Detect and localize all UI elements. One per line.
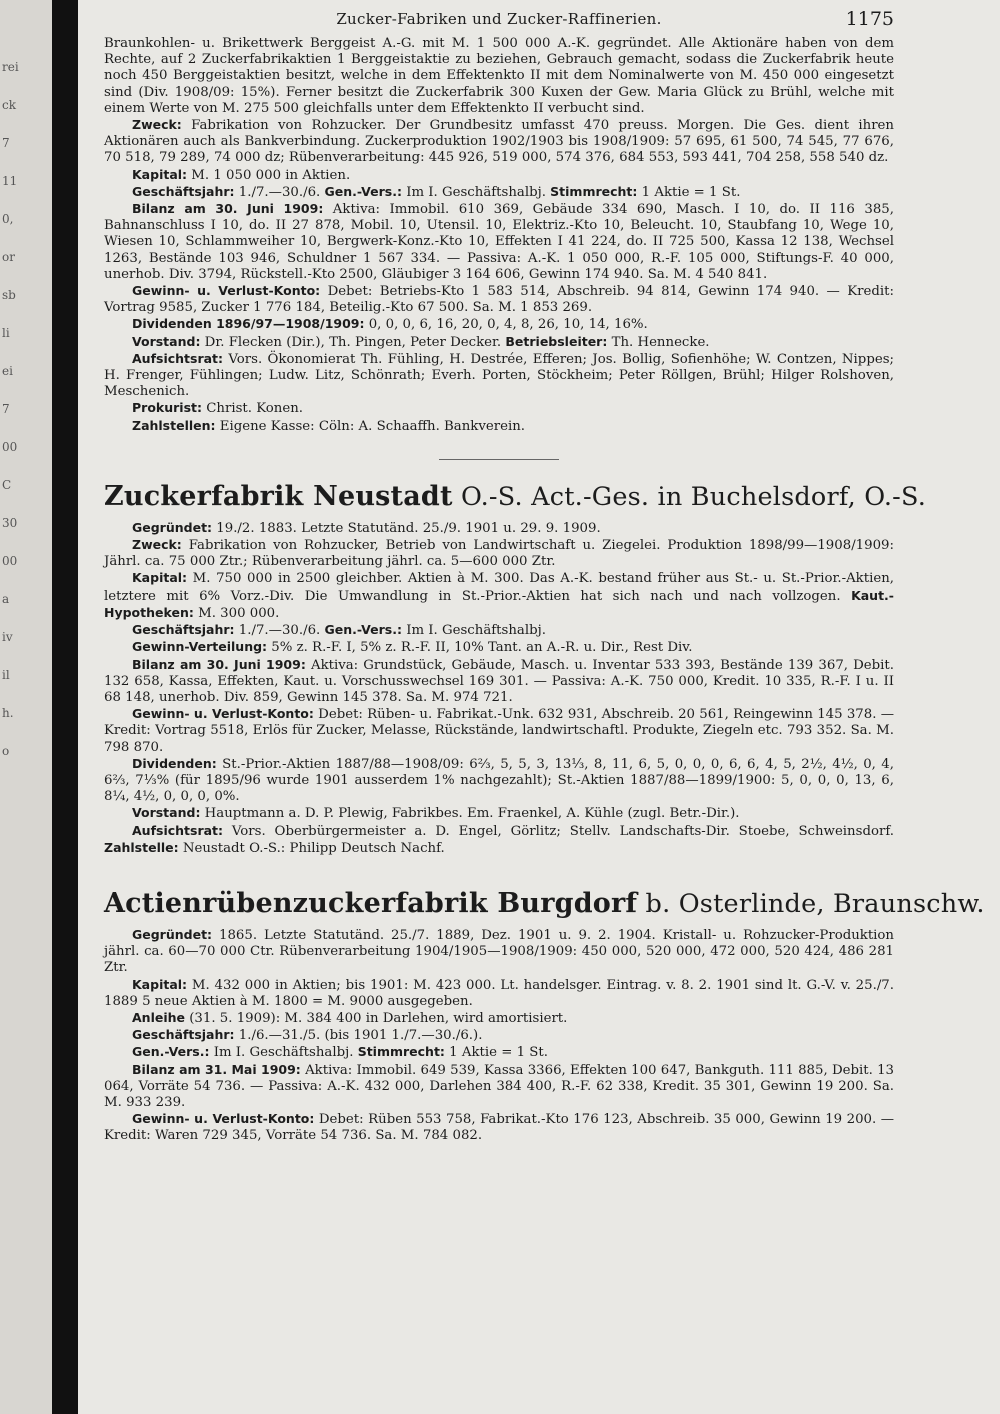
adjacent-page-fragment: 00 [2, 440, 18, 454]
entry-label: Kapital: [132, 976, 188, 992]
adjacent-page-fragment: iv [2, 630, 13, 644]
entry-text: 5% z. R.-F. I, 5% z. R.-F. II, 10% Tant. an A.-R. u. Dir., Rest Div. [267, 640, 693, 656]
entry-text: Debet: Betriebs-Kto 1 583 514, Abschreib. 94 814, Gewinn 174 940. — Kredit: Vortrag 9585, Zucker 1 776 184, Beteilig.-Kto 67 500. Sa. M. 1 853 269. [104, 284, 894, 316]
adjacent-page-fragment: 30 [2, 516, 18, 530]
entry-label: Gewinn- u. Verlust-Konto: [132, 283, 321, 299]
entry-label: Kapital: [132, 570, 188, 586]
entry-text: M. 300 000. [193, 605, 280, 621]
paragraph [104, 418, 894, 435]
entry-text: St.-Prior.-Aktien 1887/88—1908/09: 6⅔, 5, 5, 3, 13⅓, 8, 11, 6, 5, 0, 0, 0, 6, 6, 4, 5, 2½, 4½, 0, 4, 6⅔, 7⅓% (für 1895/96 wurde 1901 ausserdem 1% nachgezahlt); St.-Aktien 1887/88—1899/1900: 5, 0, 0, 0, 13, 6, 8¼, 4½, 0, 0, 0, 0%. [104, 756, 894, 805]
entry-label: Bilanz am 30. Juni 1909: [132, 656, 306, 672]
entry-text: 1 Aktie = 1 St. [637, 184, 741, 200]
entry-text: Vors. Ökonomierat Th. Fühling, H. Destrée, Efferen; Jos. Bollig, Sofienhöhe; W. Contzen, Nippes; H. Frenger, Fühlingen; Ludw. Litz, Schönrath; Everh. Porten, Stöckheim; Peter Röllgen, Brühl; Hilger Rolshoven, Meschenich. [104, 351, 894, 400]
entry-text: M. 432 000 in Aktien; bis 1901: M. 423 000. Lt. handelsger. Eintrag. v. 8. 2. 1901 sind lt. G.-V. v. 25./7. 1889 5 neue Aktien à M. 1800 = M. 9000 ausgegeben. [104, 977, 894, 1009]
document-page [104, 6, 985, 1145]
paragraph [104, 167, 894, 184]
company-name: Actienrübenzuckerfabrik Burgdorf [104, 887, 638, 919]
paragraph [104, 351, 894, 401]
adjacent-page-fragment: sb [2, 288, 16, 302]
adjacent-page-fragment: 0, [2, 212, 14, 226]
company-location: O.-S. Act.-Ges. in Buchelsdorf, O.-S. [452, 481, 927, 512]
paragraph [104, 400, 894, 417]
entry-text: Aktiva: Grundstück, Gebäude, Masch. u. Inventar 533 393, Bestände 139 367, Debit. 132 658, Kassa, Effekten, Kaut. u. Vorschusswechsel 169 301. — Passiva: A.-K. 750 000, Kredit. 10 335, R.-F. I u. II 68 148, unerhob. Div. 859, Gewinn 145 378. Sa. M. 974 721. [104, 657, 894, 705]
adjacent-page-fragment: rei [2, 60, 19, 74]
paragraph [104, 201, 894, 283]
entry-text: Debet: Rüben- u. Fabrikat.-Unk. 632 931, Abschreib. 20 561, Reingewinn 145 378. — Kredit: Vortrag 5518, Erlös für Zucker, Melasse, Rückstände, landwirtschaftl. Produkte, Ziegeln etc. 793 352. Sa. M. 798 870. [104, 707, 895, 755]
adjacent-page-fragment: ck [2, 98, 16, 112]
adjacent-page-fragment: a [2, 592, 10, 606]
entry-text: Dr. Flecken (Dir.), Th. Pingen, Peter Decker. [200, 334, 506, 350]
running-title: Zucker-Fabriken und Zucker-Raffinerien. [336, 10, 662, 28]
adjacent-page-edge [0, 0, 52, 1414]
entry-text: 19./2. 1883. Letzte Statutänd. 25./9. 1901 u. 29. 9. 1909. [212, 520, 601, 536]
entry-text: (31. 5. 1909): M. 384 400 in Darlehen, wird amortisiert. [185, 1010, 568, 1026]
entry-label: Geschäftsjahr: [132, 622, 235, 638]
entry-text: 1./6.—31./5. (bis 1901 1./7.—30./6.). [234, 1028, 483, 1044]
section-continued-entry [104, 36, 894, 435]
entry-text: 1./7.—30./6. [234, 623, 325, 639]
entry-label: Gen.-Vers.: [324, 183, 402, 199]
paragraph [104, 1044, 894, 1061]
entry-label: Stimmrecht: [357, 1044, 445, 1060]
section-divider [439, 459, 559, 460]
entry-text: Eigene Kasse: Cöln: A. Schaaffh. Bankverein. [215, 418, 526, 434]
adjacent-page-fragment: C [2, 478, 12, 492]
entry-text: Th. Hennecke. [607, 334, 710, 350]
entry-label: Bilanz am 30. Juni 1909: [132, 201, 324, 217]
entry-label: Anleihe [132, 1009, 185, 1025]
entry-text: 1./7.—30./6. [234, 184, 325, 200]
paragraph [104, 639, 894, 656]
paragraph [104, 537, 894, 570]
paragraph [104, 1010, 894, 1027]
entry-neustadt [104, 520, 894, 857]
company-heading-neustadt [104, 480, 927, 514]
entry-label: Kaut.-Hypotheken: [104, 587, 894, 620]
paragraph [104, 334, 894, 351]
entry-label: Dividenden: [132, 755, 217, 771]
paragraph [104, 570, 894, 622]
entry-label: Bilanz am 31. Mai 1909: [132, 1061, 301, 1077]
entry-label: Geschäftsjahr: [132, 1027, 235, 1043]
entry-text: Christ. Konen. [202, 401, 303, 417]
entry-text: Neustadt O.-S.: Philipp Deutsch Nachf. [178, 840, 445, 856]
entry-label: Gegründet: [132, 519, 213, 535]
adjacent-page-fragment: o [2, 744, 10, 758]
entry-label: Gewinn-Verteilung: [132, 639, 268, 655]
entry-text: Aktiva: Immobil. 649 539, Kassa 3366, Effekten 100 647, Bankguth. 111 885, Debit. 13 064, Vorräte 54 736. — Passiva: A.-K. 432 000, Darlehen 384 400, R.-F. 62 338, Kredit. 35 301, Gewinn 19 200. Sa. M. 933 239. [104, 1062, 894, 1110]
entry-text: Aktiva: Immobil. 610 369, Gebäude 334 690, Masch. I 10, do. II 116 385, Bahnanschluss I 10, do. II 27 878, Mobil. 10, Utensil. 10, Elektriz.-Kto 10, Beleucht. 10, Staubfang 10, Wege 10, Wiesen 10, Schlammweiher 10, Bergwerk-Konz.-Kto 10, Effekten I 41 224, do. II 725 500, Kassa 12 138, Wechsel 1263, Bestände 103 946, Schuldner 1 567 334. — Passiva: A.-K. 1 050 000, R.-F. 105 000, Stiftungs-F. 40 000, unerhob. Div. 3794, Rückstell.-Kto 2500, Gläubiger 3 164 606, Gewinn 174 940. Sa. M. 4 540 841. [104, 202, 894, 282]
entry-label: Stimmrecht: [550, 183, 638, 199]
adjacent-page-fragment: or [2, 250, 15, 264]
entry-label: Geschäftsjahr: [132, 183, 235, 199]
adjacent-page-fragment: ei [2, 364, 13, 378]
entry-label: Betriebsleiter: [505, 333, 608, 349]
entry-text: Im I. Geschäftshalbj. [209, 1045, 358, 1061]
entry-text: Fabrikation von Rohzucker, Betrieb von Landwirtschaft u. Ziegelei. Produktion 1898/99—1908/1909: Jährl. ca. 75 000 Ztr.; Rübenverarbeitung jährl. ca. 5—600 000 Ztr. [104, 538, 894, 570]
entry-label: Vorstand: [132, 333, 201, 349]
entry-text: Vors. Oberbürgermeister a. D. Engel, Görlitz; Stellv. Landschafts-Dir. Stoebe, Schweinsdorf. [223, 823, 894, 839]
paragraph [104, 657, 894, 707]
paragraph [104, 1062, 894, 1112]
entry-label: Zweck: [132, 537, 182, 553]
entry-label: Vorstand: [132, 805, 201, 821]
running-header [104, 6, 894, 36]
entry-text: Fabrikation von Rohzucker. Der Grundbesitz umfasst 470 preuss. Morgen. Die Ges. dient ihren Aktionären auch als Bankverbindung. Zuckerproduktion 1902/1903 bis 1908/1909: 57 695, 61 500, 74 545, 77 676, 70 518, 79 289, 74 000 dz; Rübenverarbeitung: 445 926, 519 000, 574 376, 684 553, 593 441, 704 258, 558 540 dz. [104, 118, 894, 166]
entry-label: Zahlstellen: [132, 417, 216, 433]
paragraph [104, 316, 894, 333]
entry-text: 1865. Letzte Statutänd. 25./7. 1889, Dez. 1901 u. 9. 2. 1904. Kristall- u. Rohzucker-Produktion jährl. ca. 60—70 000 Ctr. Rübenverarbeitung 1904/1905—1908/1909: 450 000, 520 000, 472 000, 520 424, 486 281 Ztr. [104, 927, 894, 976]
paragraph [104, 117, 894, 167]
adjacent-page-fragment: li [2, 326, 10, 340]
adjacent-page-fragment: 7 [2, 402, 10, 416]
entry-text: Im I. Geschäftshalbj. [401, 184, 551, 200]
paragraph [104, 36, 894, 117]
adjacent-page-fragment: il [2, 668, 10, 682]
entry-text: Hauptmann a. D. P. Plewig, Fabrikbes. Em. Fraenkel, A. Kühle (zugl. Betr.-Dir.). [200, 806, 740, 822]
company-heading-burgdorf [104, 887, 985, 921]
company-name: Zuckerfabrik Neustadt [104, 480, 453, 512]
entry-label: Gewinn- u. Verlust-Konto: [132, 706, 314, 722]
entry-text: Im I. Geschäftshalbj. [401, 623, 546, 639]
entry-label: Dividenden 1896/97—1908/1909: [132, 316, 365, 332]
entry-text: M. 750 000 in 2500 gleichber. Aktien à M. 300. Das A.-K. bestand früher aus St.- u. St.-Prior.-Aktien, letztere mit 6% Vorz.-Div. Die Umwandlung in St.-Prior.-Aktien hat sich nach und nach vollzogen. [104, 571, 894, 604]
entry-text: 1 Aktie = 1 St. [444, 1045, 548, 1061]
company-location: b. Osterlinde, Braunschw. [637, 888, 985, 919]
entry-label: Gen.-Vers.: [132, 1044, 210, 1060]
entry-label: Zweck: [132, 117, 182, 133]
entry-label: Gen.-Vers.: [324, 622, 402, 638]
entry-burgdorf [104, 927, 894, 1145]
paragraph [104, 927, 894, 977]
adjacent-page-fragment: 7 [2, 136, 10, 150]
paragraph [104, 805, 894, 822]
paragraph [104, 1111, 894, 1144]
paragraph [104, 823, 894, 857]
paragraph [104, 283, 894, 316]
adjacent-page-fragment: 00 [2, 554, 18, 568]
entry-label: Zahlstelle: [104, 839, 179, 855]
binding-shadow [52, 0, 78, 1414]
page-number: 1175 [845, 8, 894, 30]
paragraph [104, 706, 894, 756]
entry-label: Aufsichtsrat: [132, 822, 224, 838]
entry-label: Gewinn- u. Verlust-Konto: [132, 1111, 315, 1127]
adjacent-page-fragment: 11 [2, 174, 18, 188]
entry-label: Prokurist: [132, 400, 202, 416]
paragraph [104, 756, 894, 806]
paragraph [104, 622, 894, 639]
entry-text: M. 1 050 000 in Aktien. [187, 167, 351, 183]
paragraph [104, 977, 894, 1010]
entry-label: Aufsichtsrat: [132, 350, 224, 366]
paragraph [104, 1027, 894, 1044]
adjacent-page-fragment: h. [2, 706, 14, 720]
entry-text: Debet: Rüben 553 758, Fabrikat.-Kto 176 123, Abschreib. 35 000, Gewinn 19 200. — Kredit: Waren 729 345, Vorräte 54 736. Sa. M. 784 082. [104, 1112, 895, 1144]
entry-label: Gegründet: [132, 926, 213, 942]
entry-text: 0, 0, 0, 6, 16, 20, 0, 4, 8, 26, 10, 14, 16%. [364, 317, 648, 333]
paragraph [104, 184, 894, 201]
paragraph-text: Braunkohlen- u. Brikettwerk Berggeist A.-G. mit M. 1 500 000 A.-K. gegründet. Alle Aktionäre haben von dem Rechte, auf 2 Zuckerfabrikaktien 1 Berggeistaktie zu beziehen, Gebrauch gemacht, sodass die Zuckerfabrik heute noch 450 Berggeistaktien besitzt, welche in dem Effektenkto II mit dem Nominalwerte von M. 450 000 eingesetzt sind (Div. 1908/09: 15%). Ferner besitzt die Zuckerfabrik 300 Kuxen der Gew. Maria Glück zu Brühl, welche mit einem Werte von M. 275 500 gleichfalls unter dem Effektenkto II verbucht sind. [104, 36, 894, 116]
entry-label: Kapital: [132, 166, 188, 182]
paragraph [104, 520, 894, 537]
